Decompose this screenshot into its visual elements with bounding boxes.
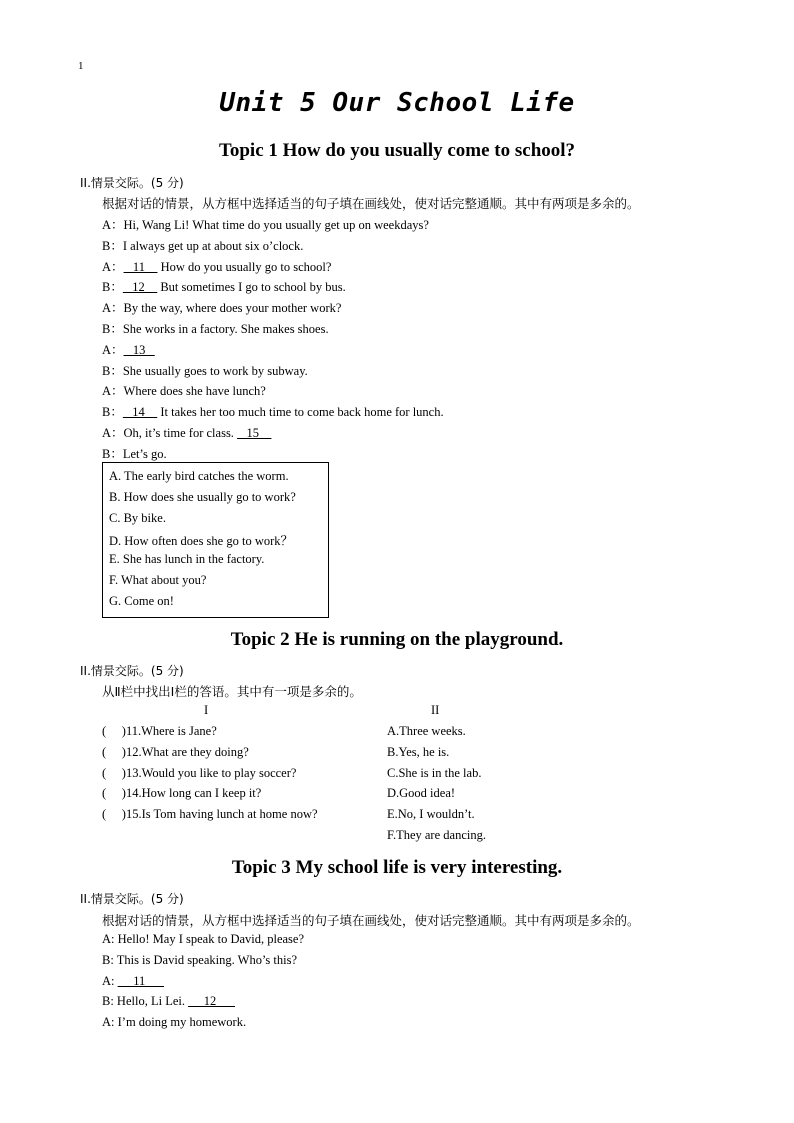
topic3-title: Topic 3 My school life is very interesting. (231, 857, 563, 878)
dialogue-text: By the way, where does your mother work? (123, 301, 342, 316)
dialogue-text: A: (102, 973, 118, 988)
topic1-dialogue-line (102, 381, 266, 399)
topic3-dialogue-line (102, 974, 164, 989)
topic1-dialogue-line (102, 298, 341, 316)
topic1-dialogue-line (102, 277, 346, 295)
dialogue-text: How do you usually go to school? (157, 259, 332, 274)
option-item: D. How often does she go to work？ (109, 534, 294, 549)
question-item: ( )14.How long can I keep it? (102, 786, 262, 801)
dialogue-text: She works in a factory. She makes shoes. (122, 322, 329, 336)
answer-blank: 12 (188, 994, 235, 1009)
unit-title: Unit 5 Our School Life (219, 88, 575, 118)
speaker-label: A： (102, 426, 124, 440)
topic2-section-heading: II.情景交际。(5 分) (80, 664, 184, 678)
topic1-dialogue-line (102, 215, 429, 233)
answer-blank: 13 (123, 342, 155, 357)
topic1-dialogue-line (102, 340, 155, 358)
answer-item: C.She is in the lab. (387, 765, 482, 780)
column-header-i: I (204, 703, 209, 717)
topic1-dialogue-line (102, 361, 308, 379)
option-item: E. She has lunch in the factory. (109, 552, 265, 567)
answer-blank: 12 (122, 280, 158, 295)
answer-item: B.Yes, he is. (387, 744, 450, 759)
answer-item: D.Good idea! (387, 786, 456, 801)
dialogue-text: Where does she have lunch? (123, 384, 266, 399)
topic1-title: Topic 1 How do you usually come to school? (218, 140, 576, 161)
speaker-label: B： (102, 405, 123, 420)
topic1-section-heading: II.情景交际。(5 分) (80, 176, 184, 190)
dialogue-text: Oh, it’s time for class. (123, 426, 238, 440)
dialogue-text: B: Hello, Li Lei. (102, 994, 189, 1009)
column-header-ii: II (431, 703, 440, 717)
option-item: G. Come on! (109, 593, 174, 608)
topic3-section-heading: II.情景交际。(5 分) (80, 892, 184, 906)
dialogue-text: A: Hello! May I speak to David, please? (102, 932, 305, 946)
speaker-label: B： (102, 446, 123, 461)
option-item: F. What about you? (109, 573, 207, 587)
question-item: ( )11.Where is Jane? (102, 724, 217, 738)
dialogue-text: Hi, Wang Li! What time do you usually get up on weekdays? (123, 218, 429, 232)
dialogue-text: I always get up at about six o’clock. (122, 238, 304, 253)
answer-item: E.No, I wouldn’t. (387, 807, 475, 822)
dialogue-text: A: I’m doing my homework. (102, 1015, 247, 1030)
topic1-dialogue-line (102, 257, 331, 275)
speaker-label: B： (102, 322, 123, 336)
speaker-label: B： (102, 280, 123, 295)
question-item: ( )15.Is Tom having lunch at home now? (102, 807, 318, 822)
dialogue-text: Let’s go. (122, 446, 167, 461)
page-number: 1 (78, 60, 84, 72)
option-item: B. How does she usually go to work? (109, 489, 296, 504)
topic1-options-box (102, 462, 329, 618)
answer-item: A.Three weeks. (387, 724, 466, 738)
dialogue-text: But sometimes I go to school by bus. (157, 280, 346, 295)
speaker-label: A： (102, 384, 124, 399)
topic1-dialogue-line (102, 319, 329, 337)
speaker-label: B： (102, 363, 123, 378)
option-item: A. The early bird catches the worm. (109, 469, 289, 483)
topic1-dialogue-line (102, 402, 444, 420)
question-item: ( )13.Would you like to play soccer? (102, 765, 297, 780)
topic3-instruction: 根据对话的情景，从方框中选择适当的句子填在画线处，使对话完整通顺。其中有两项是多余的。 (102, 913, 640, 928)
dialogue-text: She usually goes to work by subway. (122, 363, 308, 378)
dialogue-text: B: This is David speaking. Who’s this? (102, 952, 298, 967)
topic1-instruction: 根据对话的情景，从方框中选择适当的句子填在画线处，使对话完整通顺。其中有两项是多余的。 (102, 196, 640, 211)
topic2-instruction: 从Ⅱ栏中找出Ⅰ栏的答语。其中有一项是多余的。 (102, 684, 362, 699)
topic3-dialogue-line (102, 953, 297, 968)
speaker-label: A： (102, 218, 124, 232)
topic1-dialogue-line (102, 423, 271, 441)
topic3-dialogue-line (102, 932, 304, 947)
speaker-label: A： (102, 342, 124, 357)
speaker-label: A： (102, 301, 124, 316)
answer-item: F.They are dancing. (387, 828, 486, 842)
speaker-label: A： (102, 259, 124, 274)
option-item: C. By bike. (109, 510, 166, 525)
answer-blank: 11 (117, 973, 165, 988)
answer-blank: 14 (122, 405, 158, 420)
topic3-dialogue-line (102, 994, 235, 1009)
topic2-title: Topic 2 He is running on the playground. (230, 629, 564, 650)
speaker-label: B： (102, 238, 123, 253)
answer-blank: 15 (237, 426, 272, 440)
topic3-dialogue-line (102, 1015, 246, 1030)
answer-blank: 11 (123, 259, 158, 274)
dialogue-text: It takes her too much time to come back home for lunch. (157, 405, 444, 420)
topic1-dialogue-line (102, 444, 167, 462)
topic1-dialogue-line (102, 236, 303, 254)
question-item: ( )12.What are they doing? (102, 744, 249, 759)
